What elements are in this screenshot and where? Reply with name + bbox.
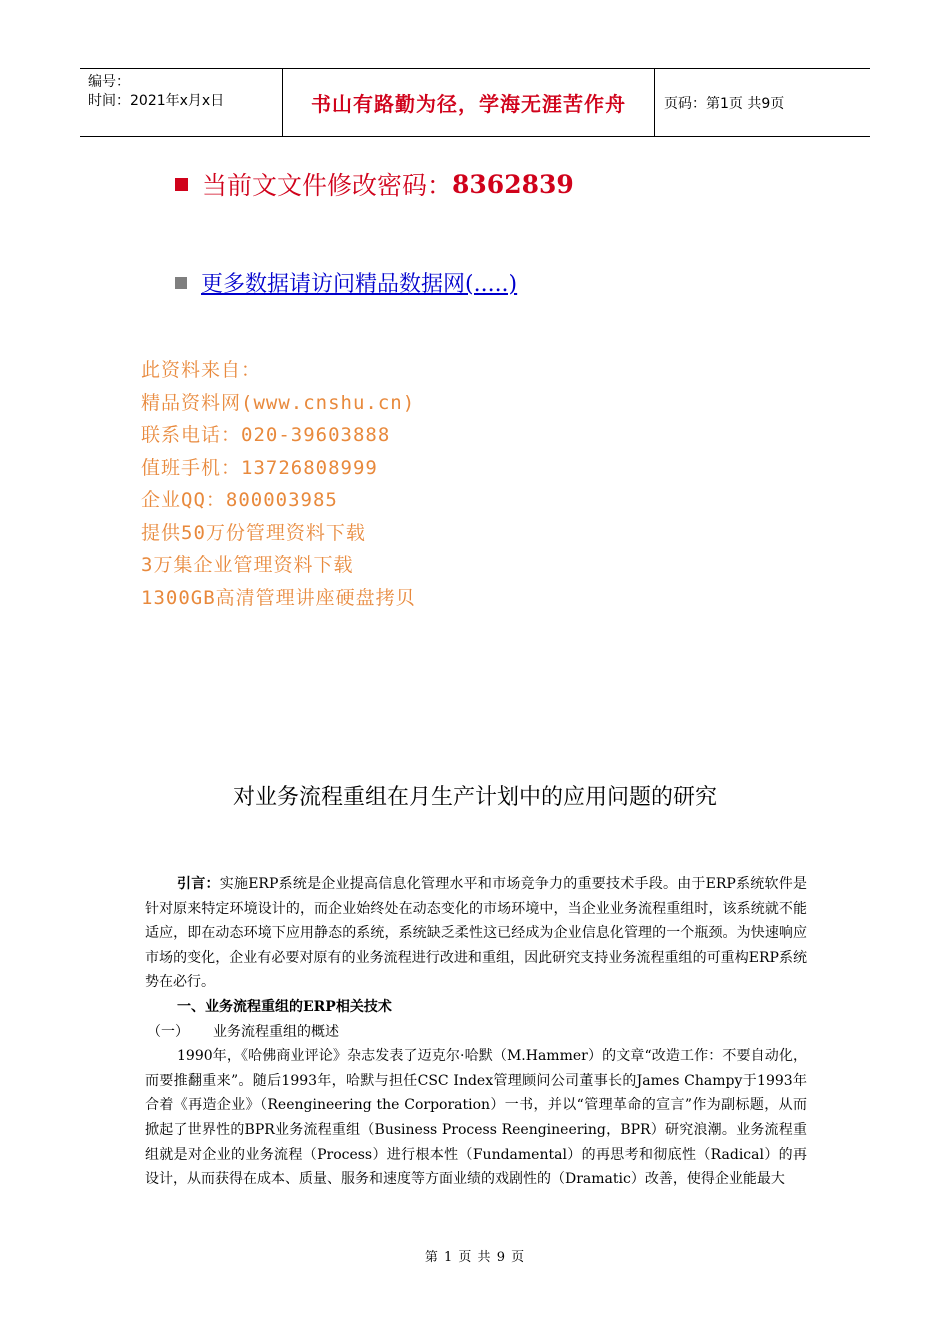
red-square-bullet-icon (175, 178, 188, 191)
header-motto-cell (282, 69, 655, 136)
section-heading: 一、业务流程重组的ERP相关技术 (177, 998, 392, 1015)
source-line: 提供50万份管理资料下载 (141, 521, 366, 544)
source-line: 联系电话：020-39603888 (141, 424, 391, 446)
gray-square-bullet-icon (175, 277, 187, 289)
subsection-heading (145, 1020, 807, 1045)
document-body (145, 872, 807, 1192)
password-notice (175, 166, 574, 202)
more-data-link[interactable]: 更多数据请访问精品数据网(.....) (201, 272, 518, 297)
header-meta (80, 69, 282, 136)
source-line: 值班手机：13726808999 (141, 456, 378, 479)
intro-paragraph (145, 872, 807, 995)
time-label: 时间：2021年x月x日 (88, 93, 225, 109)
password-label: 当前文文件修改密码： (202, 171, 453, 200)
intro-text: 实施ERP系统是企业提高信息化管理水平和市场竞争力的重要技术手段。由于ERP系统软件是针对原来特定环境设计的，而企业始终处在动态变化的市场环境中，当企业业务流程重组时，该系统就不能适应，即在动态环境下应用静态的系统，系统缺乏柔性这已经成为企业信息化管理的一个瓶颈。为快速响应市场的变化，企业有必要对原有的业务流程进行改进和重组，因此研究支持业务流程重组的可重构ERP系统势在必行。 (145, 876, 808, 991)
subsection-number: （一） (147, 1023, 189, 1040)
source-line: 1300GB高清管理讲座硬盘拷贝 (141, 586, 416, 609)
number-label: 编号： (88, 74, 130, 90)
document-title: 对业务流程重组在月生产计划中的应用问题的研究 (232, 785, 717, 810)
body-paragraph: 1990年，《哈佛商业评论》杂志发表了迈克尔·哈默（M.Hammer）的文章“改造工作：不要自动化，而要推翻重来”。随后1993年，哈默与担任CSC Index管理顾问公司董事长的James Champy于1993年合着《再造企业》（Reengineering the Corporation）一书，并以“管理革命的宣言”作为副标题，从而掀起了世界性的BPR业务流程重组（Business Process Reengineering，BPR）研究浪潮。业务流程重组就是对企业的业务流程（Process）进行根本性（Fundamental）的再思考和彻底性（Radical）的再设计，从而获得在成本、质量、服务和速度等方面业绩的戏剧性的（Dramatic）改善，使得企业能最大 (145, 1048, 807, 1188)
motto: 书山有路勤为径，学海无涯苦作舟 (311, 92, 626, 116)
header-page-cell (655, 69, 870, 136)
source-line: 企业QQ：800003985 (141, 489, 338, 511)
subsection-title: 业务流程重组的概述 (213, 1023, 339, 1040)
header-table (80, 68, 870, 137)
more-data-line (175, 267, 517, 298)
password-code: 8362839 (452, 169, 574, 199)
page-footer: 第 1 页 共 9 页 (424, 1250, 526, 1265)
source-line: 3万集企业管理资料下载 (141, 554, 354, 576)
source-line: 精品资料网(www.cnshu.cn) (141, 391, 416, 414)
source-info (141, 354, 416, 614)
source-line: 此资料来自： (141, 359, 262, 381)
page-info: 页码：第1页 共9页 (664, 95, 785, 112)
intro-lead: 引言： (177, 876, 220, 892)
